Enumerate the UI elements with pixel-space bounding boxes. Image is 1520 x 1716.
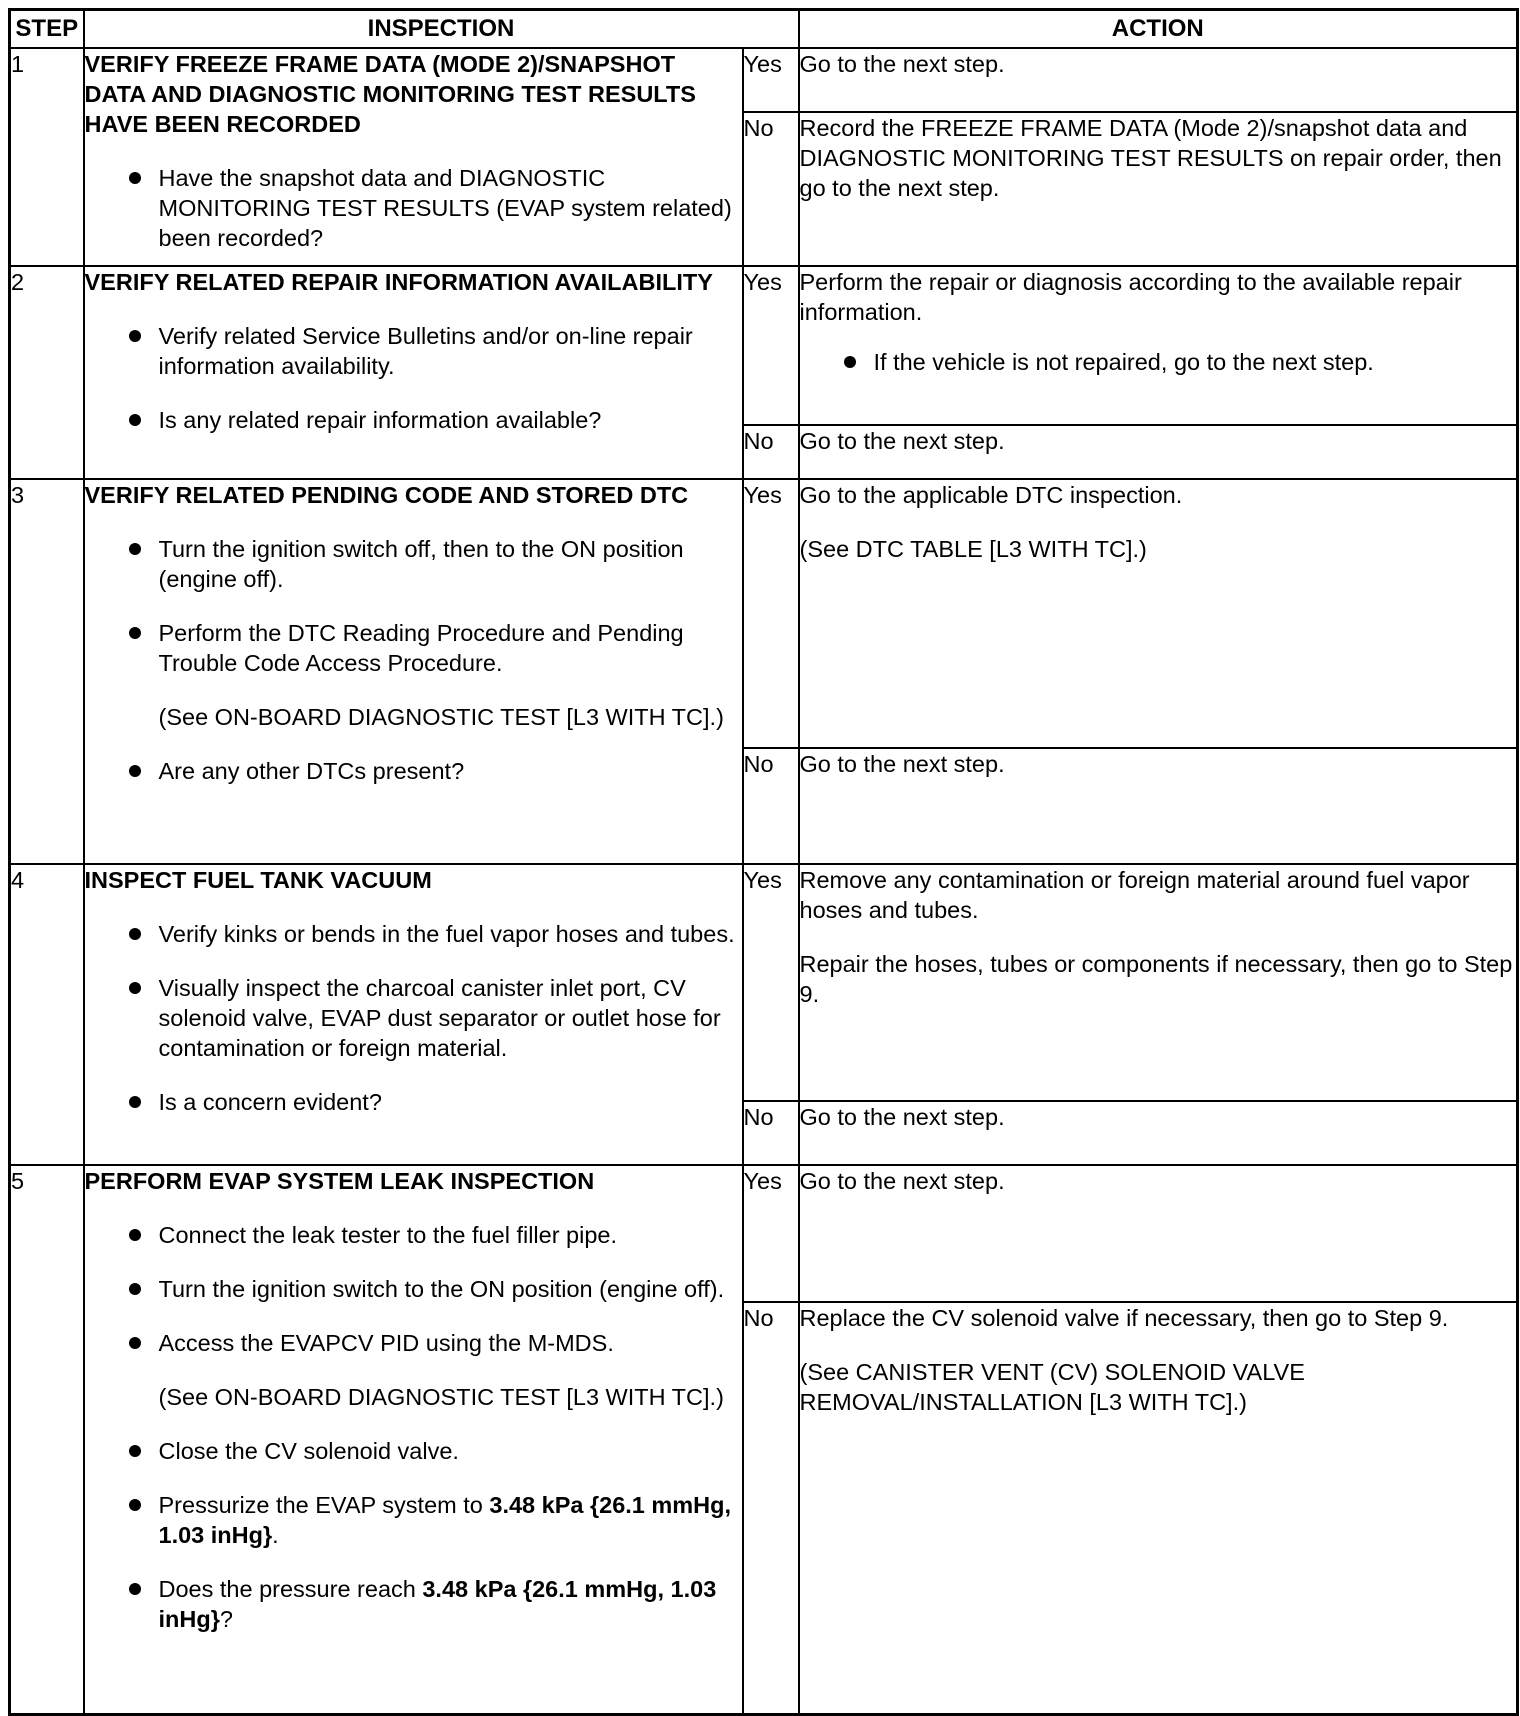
action-column-header: ACTION [799,10,1518,49]
yes-label: Yes [743,864,799,1101]
inspection-cell [84,266,743,479]
no-action [799,748,1518,864]
pressure-spec: 3.48 kPa {26.1 mmHg, 1.03 inHg} [158,1492,732,1548]
table-row [10,266,1518,425]
step-title: VERIFY FREEZE FRAME DATA (MODE 2)/SNAPSHOT DATA AND DIAGNOSTIC MONITORING TEST RESULTS HAVE BEEN RECORDED [84,51,696,137]
no-action [799,425,1518,479]
action-text: Go to the next step. [799,51,1005,77]
step-title: VERIFY RELATED PENDING CODE AND STORED DTC [84,482,689,508]
yes-label: Yes [743,479,799,748]
list-item: Turn the ignition switch off, then to the ON position (engine off). [85,534,742,594]
yes-action [799,266,1518,425]
no-label: No [743,112,799,266]
diagnostic-procedure-table [8,8,1519,1716]
action-text: Record the FREEZE FRAME DATA (Mode 2)/snapshot data and DIAGNOSTIC MONITORING TEST RESULTS on repair order, then go to the next step. [799,115,1502,201]
list-item: Access the EVAPCV PID using the M-MDS. [85,1328,742,1358]
no-label: No [743,1101,799,1165]
inspection-column-header: INSPECTION [84,10,799,49]
no-label: No [743,1302,799,1714]
yes-label: Yes [743,1165,799,1302]
table-row [10,48,1518,112]
action-text: Go to the next step. [799,751,1005,777]
pressure-spec: 3.48 kPa {26.1 mmHg, 1.03 inHg} [158,1576,717,1632]
step-title: VERIFY RELATED REPAIR INFORMATION AVAILABILITY [84,269,713,295]
list-item: Turn the ignition switch to the ON position (engine off). [85,1274,742,1304]
no-action [799,1101,1518,1165]
list-item [85,1574,742,1634]
list-item-text: Does the pressure reach [158,1576,423,1602]
list-item: Are any other DTCs present? [85,756,742,786]
inspection-cell [84,864,743,1165]
reference-note: (See DTC TABLE [L3 WITH TC].) [799,536,1147,562]
reference-note: (See ON-BOARD DIAGNOSTIC TEST [L3 WITH TC].) [158,1384,724,1410]
list-item-text: Pressurize the EVAP system to [158,1492,490,1518]
reference-note: (See ON-BOARD DIAGNOSTIC TEST [L3 WITH TC].) [158,704,724,730]
step-number: 5 [10,1165,84,1714]
list-item: Perform the DTC Reading Procedure and Pending Trouble Code Access Procedure. [85,618,742,678]
action-text: Go to the next step. [799,1104,1005,1130]
action-text: Go to the next step. [799,1168,1005,1194]
table-header-row [10,10,1518,49]
list-item: Have the snapshot data and DIAGNOSTIC MONITORING TEST RESULTS (EVAP system related) been recorded? [85,163,742,253]
yes-label: Yes [743,48,799,112]
step-title: PERFORM EVAP SYSTEM LEAK INSPECTION [84,1168,595,1194]
reference-note: (See CANISTER VENT (CV) SOLENOID VALVE REMOVAL/INSTALLATION [L3 WITH TC].) [799,1359,1305,1415]
inspection-cell [84,479,743,864]
action-text: Remove any contamination or foreign material around fuel vapor hoses and tubes. [799,867,1470,923]
list-item: Connect the leak tester to the fuel filler pipe. [85,1220,742,1250]
step-number: 1 [10,48,84,266]
action-text: Repair the hoses, tubes or components if necessary, then go to Step 9. [799,951,1513,1007]
list-item: Close the CV solenoid valve. [85,1436,742,1466]
step-title: INSPECT FUEL TANK VACUUM [84,867,432,893]
list-item: Verify kinks or bends in the fuel vapor hoses and tubes. [85,919,742,949]
no-label: No [743,425,799,479]
action-text: Replace the CV solenoid valve if necessary, then go to Step 9. [799,1305,1449,1331]
table-row [10,864,1518,1101]
step-number: 4 [10,864,84,1165]
yes-action [799,479,1518,748]
step-column-header: STEP [10,10,84,49]
inspection-cell [84,1165,743,1714]
list-item: If the vehicle is not repaired, go to the next step. [800,347,1517,377]
inspection-cell [84,48,743,266]
list-item: Verify related Service Bulletins and/or on-line repair information availability. [85,321,742,381]
table-row [10,1165,1518,1302]
no-action [799,112,1518,266]
list-item: Is any related repair information available? [85,405,742,435]
yes-action [799,1165,1518,1302]
step-number: 2 [10,266,84,479]
table-row [10,479,1518,748]
step-number: 3 [10,479,84,864]
list-item: Is a concern evident? [85,1087,742,1117]
yes-action [799,864,1518,1101]
list-item: Visually inspect the charcoal canister inlet port, CV solenoid valve, EVAP dust separator or outlet hose for contamination or foreign material. [85,973,742,1063]
action-text: Go to the next step. [799,428,1005,454]
action-text: Perform the repair or diagnosis according to the available repair information. [799,269,1462,325]
no-label: No [743,748,799,864]
list-item [85,1490,742,1550]
list-item-text: ? [219,1606,233,1632]
yes-action [799,48,1518,112]
yes-label: Yes [743,266,799,425]
no-action [799,1302,1518,1714]
list-item-text: . [272,1522,279,1548]
action-text: Go to the applicable DTC inspection. [799,482,1183,508]
